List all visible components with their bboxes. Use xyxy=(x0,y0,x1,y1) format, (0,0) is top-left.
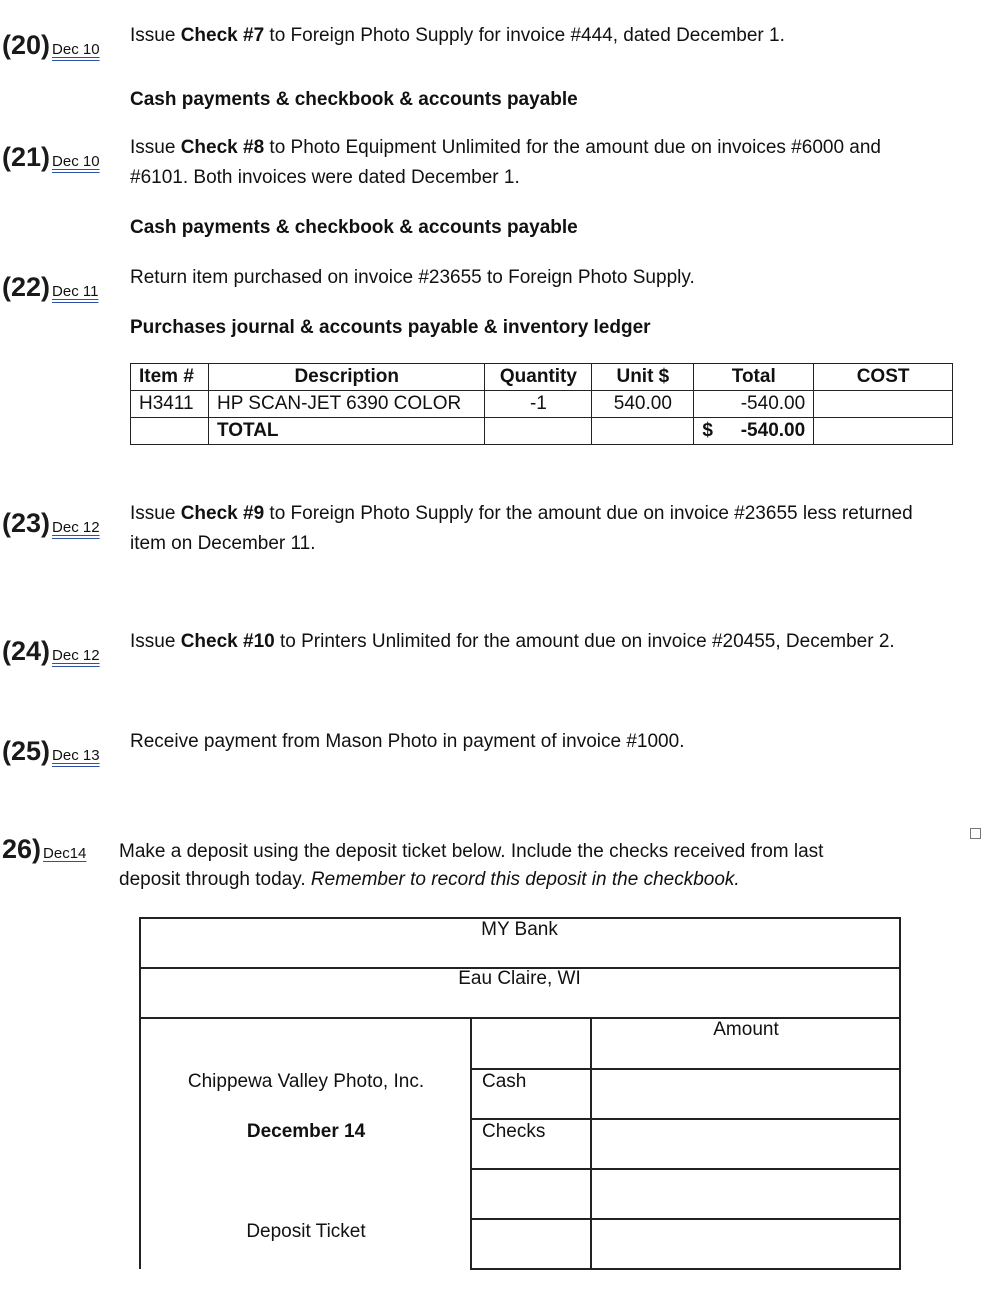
entry-26-text: Make a deposit using the deposit ticket below. Include the checks received from last deposit through today. Remember to record this deposit in the checkbook. xyxy=(119,841,824,890)
entry-21-journal: Cash payments & checkbook & accounts payable xyxy=(130,217,578,238)
cell-description: HP SCAN-JET 6390 COLOR xyxy=(208,391,484,418)
entry-20-text: Issue Check #7 to Foreign Photo Supply for invoice #444, dated December 1. xyxy=(130,25,785,46)
cell-quantity: -1 xyxy=(485,391,592,418)
entry-20-journal: Cash payments & checkbook & accounts payable xyxy=(130,89,578,110)
entry-21-text: Issue Check #8 to Photo Equipment Unlimited for the amount due on invoices #6000 and #6101. Both invoices were dated December 1. xyxy=(130,137,881,188)
entry-22-journal: Purchases journal & accounts payable & inventory ledger xyxy=(130,317,651,338)
header-unit: Unit $ xyxy=(592,364,694,391)
cell-unit: 540.00 xyxy=(592,391,694,418)
total-value: $ -540.00 xyxy=(694,418,814,445)
amount-header: Amount xyxy=(713,1019,779,1040)
entry-25-label: (25) Dec 13 xyxy=(2,736,100,766)
entry-26-label: 26) Dec14 xyxy=(2,834,87,864)
header-quantity: Quantity xyxy=(485,364,592,391)
row-label-cash: Cash xyxy=(482,1071,527,1092)
bank-name: MY Bank xyxy=(481,919,558,940)
total-label: TOTAL xyxy=(208,418,484,445)
header-item: Item # xyxy=(131,364,209,391)
cell-total: -540.00 xyxy=(694,391,814,418)
entry-22-text: Return item purchased on invoice #23655 to Foreign Photo Supply. xyxy=(130,267,695,288)
row-label-checks: Checks xyxy=(482,1121,546,1142)
entry-24-label: (24) Dec 12 xyxy=(2,636,100,666)
resize-handle-icon[interactable] xyxy=(970,828,981,839)
entry-23-text: Issue Check #9 to Foreign Photo Supply for the amount due on invoice #23655 less returned item on December 11. xyxy=(130,503,913,554)
entry-23-label: (23) Dec 12 xyxy=(2,508,100,538)
deposit-date: December 14 xyxy=(246,1121,366,1142)
table-row xyxy=(131,391,953,418)
deposit-ticket-title: Deposit Ticket xyxy=(246,1221,366,1242)
table-header-row xyxy=(131,364,953,391)
header-total: Total xyxy=(694,364,814,391)
company-name: Chippewa Valley Photo, Inc. xyxy=(187,1071,425,1092)
header-description: Description xyxy=(208,364,484,391)
entry-date: Dec 10 xyxy=(52,41,100,58)
bank-location: Eau Claire, WI xyxy=(458,968,581,989)
entry-25-text: Receive payment from Mason Photo in payment of invoice #1000. xyxy=(130,731,685,752)
entry-20-label xyxy=(2,30,100,61)
table-total-row xyxy=(131,418,953,445)
entry-24-text: Issue Check #10 to Printers Unlimited for the amount due on invoice #20455, December 2. xyxy=(130,631,895,652)
cell-item: H3411 xyxy=(131,391,209,418)
entry-22-label: (22) Dec 11 xyxy=(2,272,99,302)
return-items-table xyxy=(130,363,953,445)
cell-cost xyxy=(814,391,953,418)
entry-number: (20) xyxy=(2,30,51,60)
header-cost: COST xyxy=(814,364,953,391)
entry-21-label: (21) Dec 10 xyxy=(2,142,100,172)
